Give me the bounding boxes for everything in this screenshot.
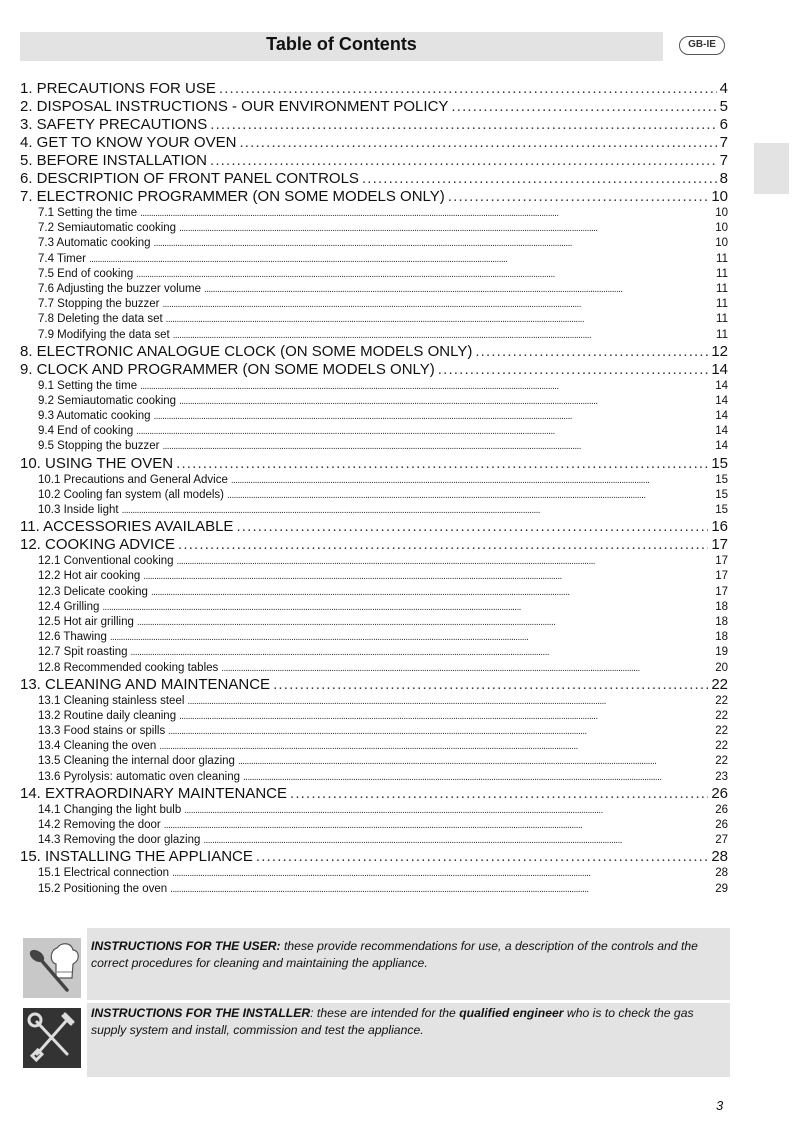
toc-leader-dots: [221, 661, 712, 676]
toc-leader-dots: [136, 424, 712, 439]
toc-page-number: 26: [711, 784, 728, 802]
toc-leader-dots: [136, 267, 713, 282]
toc-label: 13.2 Routine daily cleaning: [38, 709, 177, 722]
toc-page-number: 10: [715, 222, 728, 235]
toc-leader-dots: [179, 394, 712, 409]
toc-page-number: 5: [719, 98, 728, 115]
toc-leader-dots: [154, 236, 713, 251]
toc-subsection[interactable]: [20, 221, 728, 236]
title-bar: [20, 32, 663, 61]
toc-label: 5. BEFORE INSTALLATION: [20, 152, 207, 169]
toc-leader-dots: [154, 409, 713, 424]
toc-page-number: 11: [716, 252, 728, 265]
toc-subsection[interactable]: [20, 803, 728, 818]
toc-page-number: 8: [719, 170, 728, 187]
toc-page-number: 11: [716, 328, 728, 341]
toc-label: 7.4 Timer: [38, 252, 86, 265]
toc-chapter[interactable]: [20, 343, 728, 361]
toc-subsection[interactable]: [20, 409, 728, 424]
toc-leader-dots: [219, 80, 717, 98]
toc-leader-dots: [210, 152, 717, 170]
toc-leader-dots: [166, 312, 713, 327]
toc-chapter[interactable]: [20, 518, 728, 536]
toc-page-number: 11: [716, 267, 728, 280]
toc-subsection[interactable]: [20, 473, 728, 488]
toc-leader-dots: [438, 361, 709, 379]
toc-leader-dots: [151, 585, 712, 600]
toc-label: 13.5 Cleaning the internal door glazing: [38, 755, 235, 768]
toc-subsection[interactable]: [20, 394, 728, 409]
toc-leader-dots: [227, 488, 712, 503]
toc-leader-dots: [162, 297, 713, 312]
toc-page-number: 18: [715, 600, 728, 613]
toc-label: 9.1 Setting the time: [38, 379, 138, 392]
toc-chapter[interactable]: [20, 98, 728, 116]
toc-chapter[interactable]: [20, 170, 728, 188]
toc-page-number: 20: [715, 661, 728, 674]
toc-label: 13. CLEANING AND MAINTENANCE: [20, 675, 271, 693]
toc-leader-dots: [137, 615, 712, 630]
toc-subsection[interactable]: [20, 694, 728, 709]
toc-leader-dots: [239, 134, 716, 152]
toc-subsection[interactable]: [20, 328, 728, 343]
toc-label: 10.3 Inside light: [38, 504, 119, 516]
toc-leader-dots: [243, 770, 712, 785]
toc-leader-dots: [179, 221, 712, 236]
toc-label: 9. CLOCK AND PROGRAMMER (ON SOME MODELS ONLY): [20, 360, 435, 378]
toc-chapter[interactable]: [20, 116, 728, 134]
toc-page-number: 26: [715, 819, 728, 831]
toc-label: 4. GET TO KNOW YOUR OVEN: [20, 134, 237, 151]
user-note-text: these provide recommendations for use, a description of the controls and the correct procedures for cleaning and maintaining the appliance.: [91, 939, 698, 970]
language-badge: GB-IE: [679, 36, 725, 55]
installer-note-lead: INSTRUCTIONS FOR THE INSTALLER: [91, 1006, 311, 1020]
toc-label: 12. COOKING ADVICE: [20, 536, 176, 554]
toc-page-number: 22: [715, 725, 728, 738]
toc-label: 10. USING THE OVEN: [20, 454, 174, 472]
toc-subsection[interactable]: [20, 739, 728, 754]
toc-leader-dots: [110, 630, 712, 645]
toc-subsection[interactable]: [20, 615, 728, 630]
toc-leader-dots: [168, 724, 712, 739]
toc-page-number: 10: [711, 188, 728, 205]
toc-label: 12.5 Hot air grilling: [38, 615, 134, 628]
toc-page-number: 17: [715, 585, 728, 598]
toc-chapter[interactable]: [20, 188, 728, 206]
toc-subsection[interactable]: [20, 312, 728, 327]
toc-label: 3. SAFETY PRECAUTIONS: [20, 116, 208, 133]
toc-label: 13.1 Cleaning stainless steel: [38, 694, 185, 707]
toc-page-number: 14: [711, 360, 728, 378]
toc-page-number: 29: [715, 882, 728, 895]
toc-page-number: 22: [715, 755, 728, 768]
toc-page-number: 26: [715, 803, 728, 816]
toc-leader-dots: [236, 518, 708, 536]
toc-page-number: 23: [715, 770, 728, 783]
toc-page-number: 14: [715, 379, 728, 392]
toc-chapter[interactable]: [20, 848, 728, 866]
toc-subsection[interactable]: [20, 754, 728, 769]
toc-label: 13.3 Food stains or spills: [38, 725, 166, 738]
toc-subsection[interactable]: [20, 600, 728, 615]
user-instructions-note: [87, 928, 730, 1000]
toc-page-number: 15: [715, 488, 728, 501]
toc-page-number: 7: [719, 134, 728, 151]
toc-page-number: 4: [719, 80, 728, 97]
toc-subsection[interactable]: [20, 770, 728, 785]
toc-label: 15.1 Electrical connection: [38, 867, 170, 880]
toc-label: 10.1 Precautions and General Advice: [38, 473, 228, 486]
toc-page-number: 10: [715, 237, 728, 250]
toc-subsection[interactable]: [20, 379, 728, 394]
toc-label: 13.4 Cleaning the oven: [38, 740, 157, 753]
toc-leader-dots: [362, 170, 717, 188]
toc-leader-dots: [179, 709, 712, 724]
installer-note-emphasis: qualified engineer: [459, 1006, 564, 1020]
toc-leader-dots: [203, 833, 712, 848]
toc-subsection[interactable]: [20, 645, 728, 660]
installer-note-text-2: who is to check the gas supply system and install, commission and test the appliance.: [91, 1006, 694, 1037]
toc-page-number: 28: [715, 867, 728, 880]
toc-label: 7. ELECTRONIC PROGRAMMER (ON SOME MODELS ONLY): [20, 188, 445, 205]
toc-chapter[interactable]: [20, 152, 728, 170]
toc-leader-dots: [256, 848, 708, 866]
toc-page-number: 28: [711, 848, 728, 866]
toc-page-number: 22: [711, 675, 728, 693]
section-side-tab: [754, 143, 789, 194]
toc-label: 6. DESCRIPTION OF FRONT PANEL CONTROLS: [20, 170, 359, 187]
table-of-contents: [20, 80, 728, 897]
toc-leader-dots: [184, 803, 712, 818]
toc-label: 2. DISPOSAL INSTRUCTIONS - OUR ENVIRONMENT POLICY: [20, 98, 449, 115]
installer-instructions-note: [87, 1003, 730, 1077]
toc-label: 14.3 Removing the door glazing: [38, 834, 201, 847]
toc-label: 12.4 Grilling: [38, 600, 100, 613]
toc-leader-dots: [89, 252, 713, 267]
toc-subsection[interactable]: [20, 282, 728, 297]
toc-subsection[interactable]: [20, 424, 728, 439]
toc-leader-dots: [451, 98, 716, 116]
toc-chapter[interactable]: [20, 676, 728, 694]
user-note-lead: INSTRUCTIONS FOR THE USER:: [91, 939, 281, 953]
toc-leader-dots: [173, 328, 713, 343]
toc-label: 14.1 Changing the light bulb: [38, 803, 182, 816]
toc-subsection[interactable]: [20, 297, 728, 312]
toc-page-number: 17: [711, 536, 728, 554]
page-title: Table of Contents: [266, 34, 417, 54]
toc-leader-dots: [176, 455, 708, 473]
toc-label: 12.8 Recommended cooking tables: [38, 661, 219, 674]
toc-label: 11. ACCESSORIES AVAILABLE: [20, 518, 234, 536]
toc-label: 7.6 Adjusting the buzzer volume: [38, 282, 202, 295]
installer-note-text-1: : these are intended for the: [310, 1006, 460, 1020]
toc-page-number: 17: [715, 570, 728, 583]
toc-label: 7.7 Stopping the buzzer: [38, 298, 160, 311]
toc-page-number: 15: [715, 504, 728, 516]
toc-leader-dots: [210, 116, 716, 134]
toc-page-number: 16: [711, 518, 728, 536]
toc-page-number: 18: [715, 615, 728, 628]
toc-label: 12.7 Spit roasting: [38, 646, 128, 659]
toc-subsection[interactable]: [20, 267, 728, 282]
toc-label: 14.2 Removing the door: [38, 819, 161, 831]
toc-leader-dots: [231, 473, 712, 488]
toc-leader-dots: [143, 569, 712, 584]
toc-page-number: 14: [715, 394, 728, 407]
toc-leader-dots: [140, 379, 712, 394]
toc-label: 10.2 Cooling fan system (all models): [38, 488, 224, 501]
toc-leader-dots: [204, 282, 713, 297]
tools-icon: [23, 1008, 81, 1068]
toc-chapter[interactable]: [20, 536, 728, 554]
toc-leader-dots: [131, 645, 713, 660]
toc-page-number: 22: [715, 694, 728, 707]
toc-page-number: 18: [715, 631, 728, 644]
toc-subsection[interactable]: [20, 630, 728, 645]
chef-spoon-icon: [23, 938, 81, 998]
toc-label: 15. INSTALLING THE APPLIANCE: [20, 848, 253, 866]
toc-label: 12.2 Hot air cooking: [38, 570, 141, 583]
toc-subsection[interactable]: [20, 439, 728, 454]
toc-page-number: 17: [715, 555, 728, 568]
toc-page-number: 15: [715, 473, 728, 486]
toc-leader-dots: [290, 785, 708, 803]
toc-subsection[interactable]: [20, 882, 728, 897]
toc-label: 9.3 Automatic cooking: [38, 410, 151, 423]
toc-label: 12.3 Delicate cooking: [38, 585, 148, 598]
toc-leader-dots: [187, 694, 712, 709]
toc-label: 13.6 Pyrolysis: automatic oven cleaning: [38, 770, 240, 783]
toc-leader-dots: [475, 343, 708, 361]
toc-page-number: 6: [719, 116, 728, 133]
toc-subsection[interactable]: [20, 236, 728, 251]
toc-label: 7.8 Deleting the data set: [38, 313, 163, 326]
toc-subsection[interactable]: [20, 661, 728, 676]
toc-subsection[interactable]: [20, 503, 728, 518]
toc-page-number: 27: [715, 834, 728, 847]
toc-chapter[interactable]: [20, 785, 728, 803]
toc-page-number: 22: [715, 709, 728, 722]
toc-subsection[interactable]: [20, 252, 728, 267]
toc-subsection[interactable]: [20, 554, 728, 569]
toc-page-number: 19: [715, 646, 728, 659]
toc-label: 7.1 Setting the time: [38, 207, 138, 219]
toc-page-number: 7: [719, 152, 728, 169]
toc-chapter[interactable]: [20, 455, 728, 473]
toc-leader-dots: [172, 866, 712, 881]
toc-label: 7.9 Modifying the data set: [38, 328, 170, 341]
toc-label: 7.2 Semiautomatic cooking: [38, 222, 177, 235]
toc-label: 7.3 Automatic cooking: [38, 237, 151, 250]
toc-leader-dots: [164, 818, 712, 833]
toc-page-number: 15: [711, 454, 728, 472]
toc-label: 14. EXTRAORDINARY MAINTENANCE: [20, 784, 288, 802]
toc-leader-dots: [170, 882, 712, 897]
toc-page-number: 14: [715, 440, 728, 453]
toc-subsection[interactable]: [20, 833, 728, 848]
toc-leader-dots: [159, 739, 712, 754]
toc-subsection[interactable]: [20, 709, 728, 724]
toc-label: 1. PRECAUTIONS FOR USE: [20, 80, 216, 97]
toc-label: 12.1 Conventional cooking: [38, 555, 174, 568]
toc-page-number: 11: [716, 313, 728, 326]
toc-subsection[interactable]: [20, 488, 728, 503]
toc-page-number: 22: [715, 740, 728, 753]
toc-label: 8. ELECTRONIC ANALOGUE CLOCK (ON SOME MODELS ONLY): [20, 342, 473, 360]
toc-label: 9.2 Semiautomatic cooking: [38, 394, 177, 407]
toc-chapter[interactable]: [20, 134, 728, 152]
toc-subsection[interactable]: [20, 569, 728, 584]
toc-chapter[interactable]: [20, 361, 728, 379]
toc-page-number: 11: [716, 282, 728, 295]
toc-leader-dots: [140, 206, 712, 221]
toc-chapter[interactable]: [20, 80, 728, 98]
toc-subsection[interactable]: [20, 818, 728, 833]
toc-leader-dots: [273, 676, 708, 694]
toc-leader-dots: [448, 188, 709, 206]
toc-page-number: 10: [715, 207, 728, 219]
toc-subsection[interactable]: [20, 206, 728, 221]
toc-label: 15.2 Positioning the oven: [38, 882, 168, 895]
toc-subsection[interactable]: [20, 585, 728, 600]
toc-leader-dots: [177, 554, 713, 569]
toc-subsection[interactable]: [20, 724, 728, 739]
toc-leader-dots: [162, 439, 712, 454]
toc-leader-dots: [178, 536, 708, 554]
toc-page-number: 14: [715, 425, 728, 438]
toc-page-number: 11: [716, 298, 728, 311]
toc-label: 12.6 Thawing: [38, 631, 107, 644]
toc-leader-dots: [238, 754, 712, 769]
toc-subsection[interactable]: [20, 866, 728, 881]
toc-leader-dots: [122, 503, 713, 518]
toc-page-number: 12: [711, 342, 728, 360]
toc-leader-dots: [102, 600, 712, 615]
toc-label: 9.5 Stopping the buzzer: [38, 440, 160, 453]
page-number: 3: [716, 1098, 724, 1113]
toc-label: 7.5 End of cooking: [38, 267, 134, 280]
toc-label: 9.4 End of cooking: [38, 425, 134, 438]
toc-page-number: 14: [715, 410, 728, 423]
